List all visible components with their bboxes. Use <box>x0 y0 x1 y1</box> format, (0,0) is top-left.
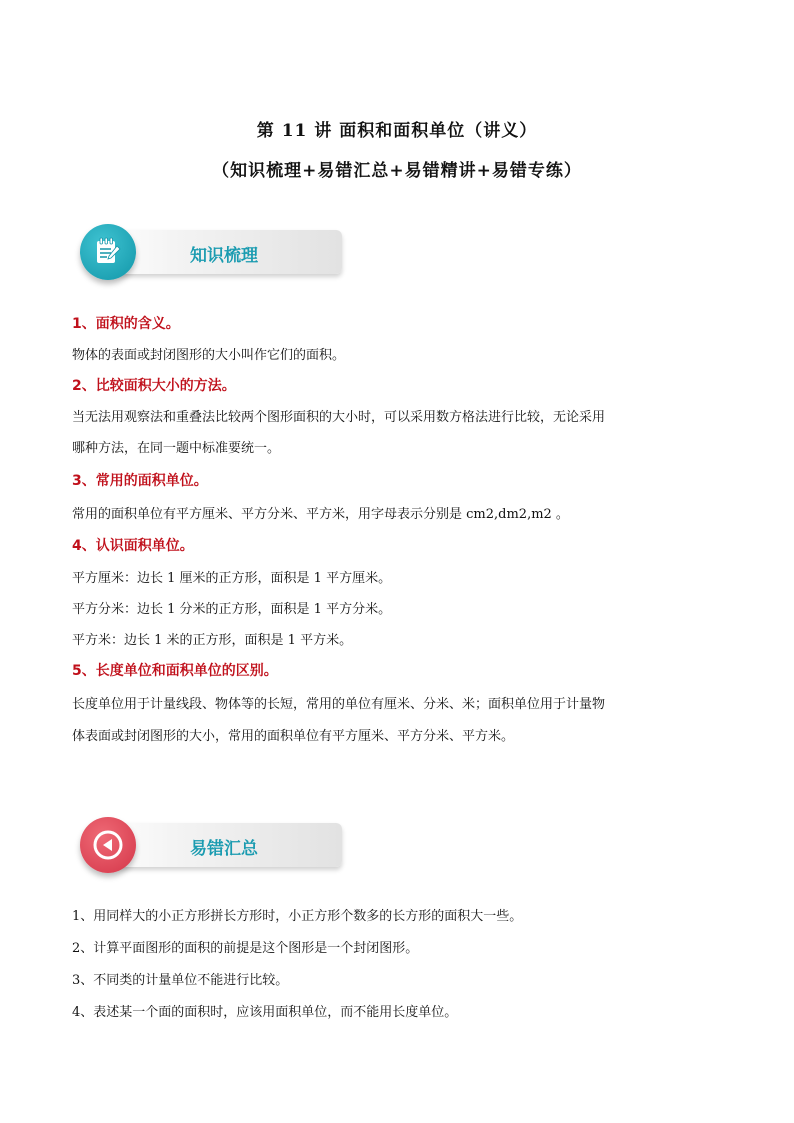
heading-common-units: 3、常用的面积单位。 <box>72 473 208 489</box>
paragraph-length-vs-area-line2: 体表面或封闭图形的大小，常用的面积单位有平方厘米、平方分米、平方米。 <box>72 729 515 744</box>
heading-know-units: 4、认识面积单位。 <box>72 538 194 554</box>
banner-label: 易错汇总 <box>190 839 258 859</box>
list-item: 1、用同样大的小正方形拼长方形时，小正方形个数多的长方形的面积大一些。 <box>72 909 523 924</box>
heading-compare-methods: 2、比较面积大小的方法。 <box>72 378 236 394</box>
paragraph-area-meaning: 物体的表面或封闭图形的大小叫作它们的面积。 <box>72 348 346 363</box>
paragraph-length-vs-area-line1: 长度单位用于计量线段、物体等的长短，常用的单位有厘米、分米、米；面积单位用于计量物 <box>72 697 606 712</box>
section-banner-errors <box>74 813 346 879</box>
heading-length-vs-area: 5、长度单位和面积单位的区别。 <box>72 663 278 679</box>
paragraph-common-units: 常用的面积单位有平方厘米、平方分米、平方米，用字母表示分别是 cm2,dm2,m2 。 <box>72 507 569 522</box>
banner-label: 知识梳理 <box>190 246 258 266</box>
list-item: 3、不同类的计量单位不能进行比较。 <box>72 973 289 988</box>
notepad-pencil-icon <box>80 224 136 280</box>
heading-area-meaning: 1、面积的含义。 <box>72 316 180 332</box>
paragraph-square-dm: 平方分米：边长 1 分米的正方形，面积是 1 平方分米。 <box>72 602 392 617</box>
paragraph-compare-methods-line2: 哪种方法，在同一题中标准要统一。 <box>72 441 281 456</box>
section-banner-knowledge <box>74 220 346 286</box>
page-title: 第 11 讲 面积和面积单位（讲义） <box>256 121 538 141</box>
paragraph-square-m: 平方米：边长 1 米的正方形，面积是 1 平方米。 <box>72 633 353 648</box>
play-back-icon <box>80 817 136 873</box>
list-item: 2、计算平面图形的面积的前提是这个图形是一个封闭图形。 <box>72 941 419 956</box>
paragraph-compare-methods-line1: 当无法用观察法和重叠法比较两个图形面积的大小时，可以采用数方格法进行比较，无论采用 <box>72 410 606 425</box>
paragraph-square-cm: 平方厘米：边长 1 厘米的正方形，面积是 1 平方厘米。 <box>72 571 392 586</box>
page-subtitle: （知识梳理+易错汇总+易错精讲+易错专练） <box>212 161 582 181</box>
list-item: 4、表述某一个面的面积时，应该用面积单位，而不能用长度单位。 <box>72 1005 458 1020</box>
